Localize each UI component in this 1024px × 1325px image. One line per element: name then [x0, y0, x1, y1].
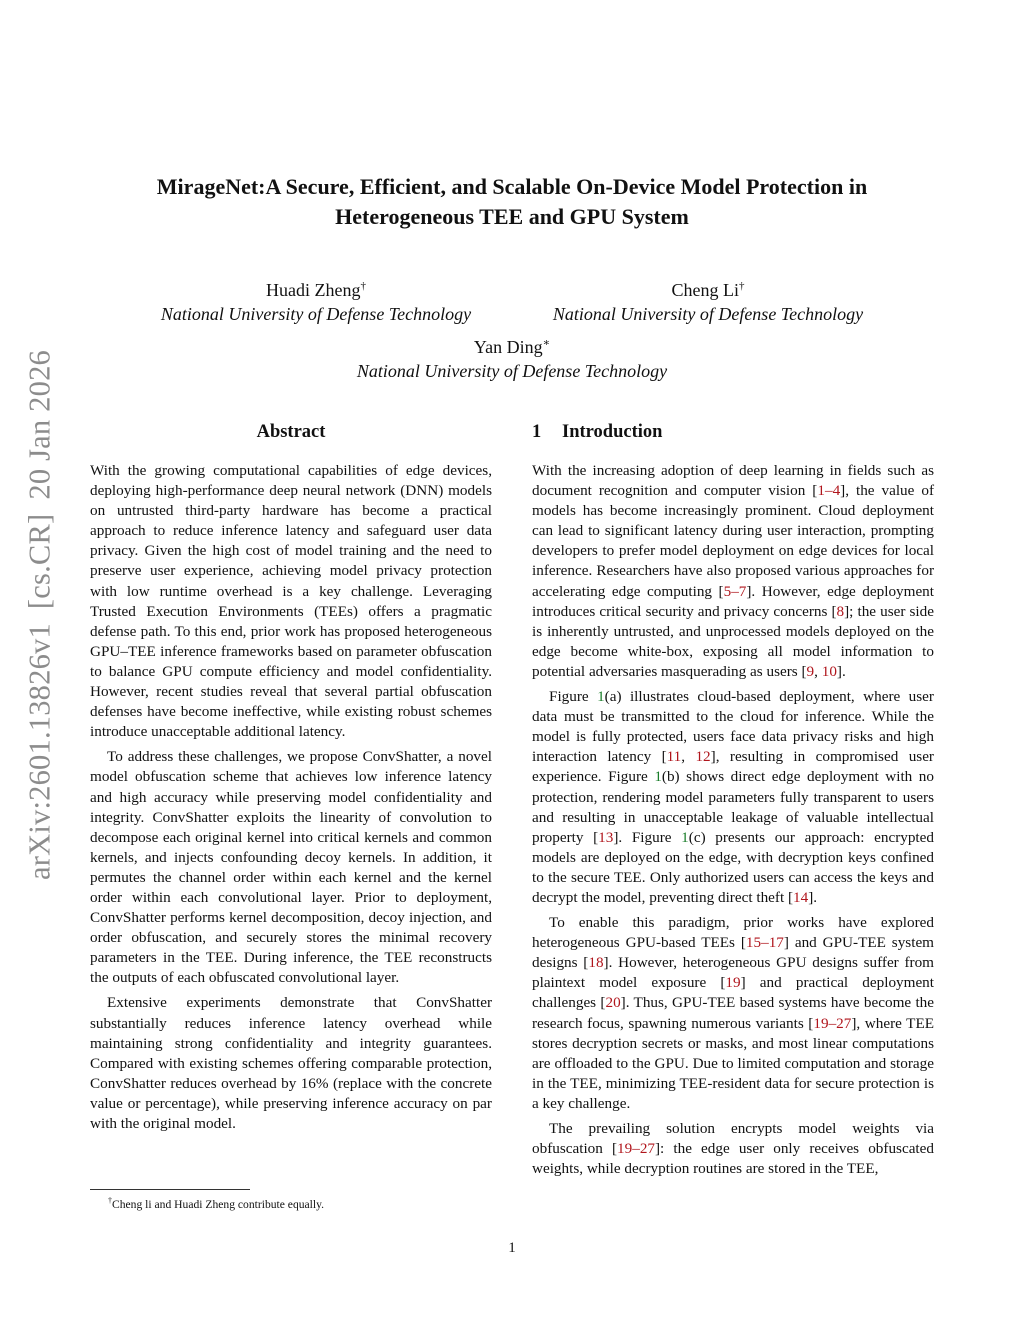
citation-link[interactable]: 19–27 — [813, 1014, 852, 1032]
section-title: Introduction — [562, 422, 663, 442]
intro-paragraph-1 — [532, 461, 934, 682]
intro-paragraph-3 — [532, 913, 934, 1114]
author-mark: † — [360, 280, 366, 292]
citation-link[interactable]: 12 — [695, 748, 711, 766]
footnote-mark: † — [108, 1196, 112, 1205]
author-block-2 — [508, 274, 908, 326]
citation-link[interactable]: 15–17 — [745, 934, 784, 952]
text-run: The prevailing solution encrypts model weights via obfuscation [ — [532, 1120, 934, 1158]
title-line-2: Heterogeneous TEE and GPU System — [335, 204, 689, 229]
figure-link[interactable]: 1 — [681, 828, 689, 846]
author-block-3 — [312, 331, 712, 383]
text-run: ]: the edge user only receives obfuscated weights, while decryption routines are stored in the TEE, — [532, 1140, 934, 1178]
text-run: (c) presents our approach: encrypted models are deployed on the edge, with decryption keys confined to the secure TEE. Only authorized users can access the keys and decrypt the model, preventing direct theft [ — [532, 828, 934, 906]
text-run: , — [814, 662, 822, 680]
text-run: ]. However, edge deployment introduces critical security and privacy concerns [ — [532, 582, 934, 620]
text-run: To enable this paradigm, prior works have explored heterogeneous GPU-based TEEs [ — [532, 914, 934, 952]
citation-link[interactable]: 9 — [806, 662, 815, 680]
citation-link[interactable]: 8 — [836, 602, 845, 620]
footnote — [108, 1193, 324, 1212]
abstract-heading: Abstract — [256, 422, 326, 442]
text-run: ]. — [808, 888, 818, 906]
text-run: ]. — [836, 662, 846, 680]
text-run: ] and GPU-TEE system designs [ — [532, 934, 934, 972]
title-line-1: MirageNet:A Secure, Efficient, and Scalable On-Device Model Protection in — [156, 174, 868, 199]
author-name-line — [508, 274, 908, 302]
text-run: ], where TEE stores decryption secrets or masks, and most linear computations are offloaded to the GPU. Due to limited computation and storage in the TEE, minimizing TEE-resident data for secure protection is a key challenge. — [532, 1014, 934, 1112]
abstract-paragraph-3: Extensive experiments demonstrate that ConvShatter substantially reduces inference latency overhead while maintaining strong confidentiality and integrity guarantees. Compared with existing schemes offering comparable protection, ConvShatter reduces overhead by 16% (replace with the concrete value or percentage), while preserving inference accuracy on par with the original model. — [90, 994, 492, 1132]
author-affiliation: National University of Defense Technology — [356, 361, 668, 381]
abstract-paragraph-1: With the growing computational capabilities of edge devices, deploying high-performance deep neural network (DNN) models on untrusted third-party hardware has become a practical approach to reduce inference latency and safeguard user data privacy. Given the high cost of model training and the need to preserve user experience, achieving model privacy protection with low runtime overhead is a key challenge. Leveraging Trusted Execution Environments (TEEs) offers a pragmatic defense path. To this end, prior work has proposed heterogeneous GPU–TEE inference frameworks based on parameter obfuscation to balance GPU compute efficiency and model confidentiality. However, recent studies reveal that several partial obfuscation defenses have become ineffective, while existing robust schemes introduce unacceptable additional latency. — [90, 462, 492, 741]
citation-link[interactable]: 5–7 — [723, 582, 747, 600]
figure-link[interactable]: 1 — [654, 768, 662, 786]
author-name-line — [312, 331, 712, 359]
author-mark: ∗ — [542, 337, 551, 349]
citation-link[interactable]: 14 — [793, 888, 809, 906]
arxiv-id: arXiv:2601.13826v1 — [22, 623, 57, 880]
author-name: Yan Ding — [473, 337, 543, 357]
section-number: 1 — [532, 422, 542, 442]
author-name-line — [116, 274, 516, 302]
text-run: Figure — [549, 688, 598, 706]
abstract-column — [90, 420, 492, 1139]
paper-title — [100, 172, 924, 232]
abstract-paragraph-2: To address these challenges, we propose ConvShatter, a novel model obfuscation scheme that achieves low inference latency and high accuracy while preserving model confidentiality and integrity. ConvShatter exploits the linearity of convolution to decompose each original kernel into critical kernels and common kernels, and injects confounding decoy kernels. In addition, it permutes the channel order within each kernel and the kernel order within each convolutional layer. Prior to deployment, ConvShatter performs kernel decomposition, decoy injection, and order obfuscation, and securely stores the minimal recovery parameters in the TEE. During inference, the TEE reconstructs the outputs of each obfuscated convolutional layer. — [90, 748, 492, 987]
arxiv-identifier-stamp — [23, 350, 58, 880]
text-run: ], resulting in compromised user experience. Figure — [532, 748, 934, 786]
intro-paragraph-4 — [532, 1119, 934, 1179]
text-run: ] and practical deployment challenges [ — [532, 974, 934, 1012]
footnote-text: Cheng li and Huadi Zheng contribute equally. — [112, 1197, 325, 1211]
text-run: (b) shows direct edge deployment with no protection, rendering model parameters fully transparent to users and resulting in unacceptable leakage of valuable intellectual property [ — [532, 768, 934, 846]
arxiv-date: 20 Jan 2026 — [22, 350, 57, 500]
citation-link[interactable]: 13 — [598, 828, 614, 846]
citation-link[interactable]: 10 — [821, 662, 837, 680]
citation-link[interactable]: 18 — [588, 954, 604, 972]
figure-link[interactable]: 1 — [597, 688, 605, 706]
author-block-1 — [116, 274, 516, 326]
author-name: Cheng Li — [671, 280, 739, 300]
arxiv-category: [cs.CR] — [22, 513, 57, 610]
author-affiliation: National University of Defense Technology — [160, 304, 472, 324]
text-run: ]. Thus, GPU-TEE based systems have become the research focus, spawning numerous variants [ — [532, 994, 934, 1032]
text-run: With the increasing adoption of deep learning in fields such as document recognition and computer vision [ — [532, 462, 934, 500]
author-name: Huadi Zheng — [266, 280, 361, 300]
text-run: ]. Figure — [613, 828, 682, 846]
introduction-heading — [532, 420, 934, 444]
citation-link[interactable]: 19–27 — [617, 1140, 655, 1158]
citation-link[interactable]: 19 — [725, 974, 741, 992]
text-run: ]; the user side is inherently untrusted, and unprocessed models deployed on the edge become white-box, exposing all model information to potential adversaries masquerading as users [ — [532, 602, 934, 680]
text-run: , — [681, 748, 696, 766]
footnote-divider — [90, 1189, 250, 1190]
intro-paragraph-2 — [532, 687, 934, 908]
text-run: ], the value of models has become increasingly prominent. Cloud deployment can lead to significant latency during user interaction, prompting developers to prefer model deployment on edge devices for local inference. Researchers have also proposed various approaches for accelerating edge computing [ — [532, 482, 935, 600]
page-number: 1 — [508, 1240, 516, 1256]
author-mark: † — [739, 280, 745, 292]
citation-link[interactable]: 20 — [605, 994, 621, 1012]
text-run: ]. However, heterogeneous GPU designs suffer from plaintext model exposure [ — [532, 954, 934, 992]
introduction-column — [532, 420, 934, 1184]
text-run: (a) illustrates cloud-based deployment, where user data must be transmitted to the cloud for inference. While the model is fully protected, users face data privacy risks and high interaction latency [ — [532, 688, 934, 766]
citation-link[interactable]: 11 — [666, 748, 682, 766]
author-affiliation: National University of Defense Technology — [552, 304, 864, 324]
citation-link[interactable]: 1–4 — [817, 482, 841, 500]
